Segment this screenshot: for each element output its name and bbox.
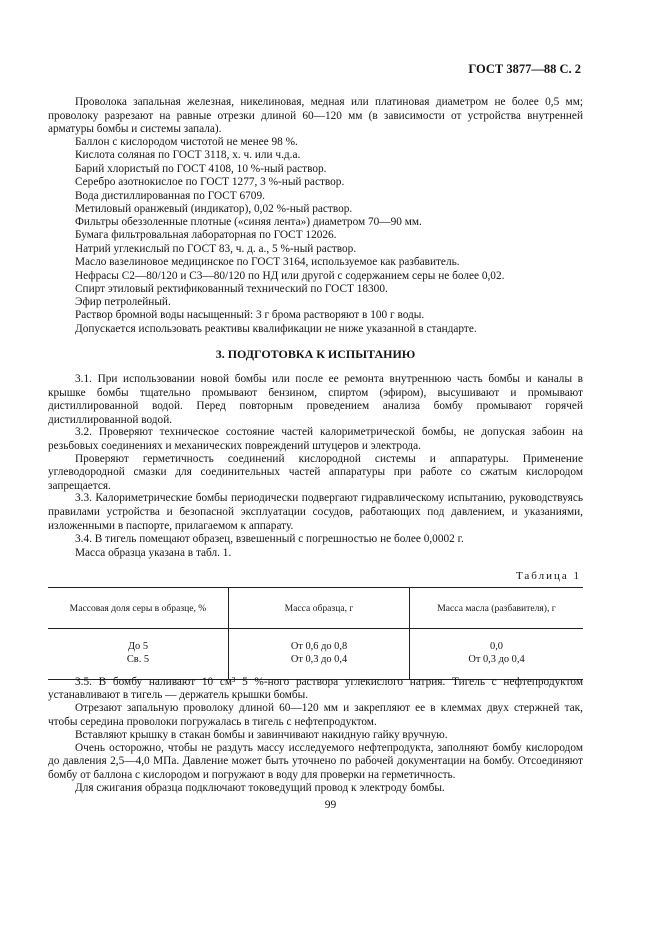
table-row [48, 629, 583, 654]
reagent-line: Спирт этиловый ректификованный технический по ГОСТ 18300. [75, 282, 388, 295]
table-cell: 0,0 [410, 629, 584, 654]
section-paragraph: Масса образца указана в табл. 1. [75, 546, 232, 559]
table-cell: Св. 5 [48, 653, 229, 680]
page-number: 99 [324, 799, 337, 812]
reagent-line: Натрий углекислый по ГОСТ 83, ч. д. а., 5 %-ный раствор. [75, 243, 357, 256]
reagent-line: Фильтры обеззоленные плотные («синяя лента») диаметром 70—90 мм. [75, 216, 422, 229]
reagent-line: Раствор бромной воды насыщенный: 3 г брома растворяют в 100 г воды. [75, 309, 425, 322]
reagent-line: Кислота соляная по ГОСТ 3118, х. ч. или ч.д.а. [75, 149, 301, 162]
section-paragraph: Очень осторожно, чтобы не раздуть массу исследуемого нефтепродукта, заполняют бомбу кислородом до давления 2,5—4,0 МПа. Давление может быть уточнено по рабочей документации на бомбу. Отсоединяют бомбу от баллона с кислородом и погружают в воду для проверки на герметичность. [48, 741, 583, 782]
reagent-line: Метиловый оранжевый (индикатор), 0,02 %-ный раствор. [75, 202, 353, 215]
table-cell: От 0,6 до 0,8 [229, 629, 410, 654]
table-header-cell: Массовая доля серы в образце, % [48, 588, 229, 629]
table-caption: Таблица 1 [515, 569, 581, 582]
reagent-line: Масло вазелиновое медицинское по ГОСТ 3164, используемое как разбавитель. [75, 255, 460, 268]
section-paragraph: Для сжигания образца подключают токоведущий провод к электроду бомбы. [75, 782, 445, 795]
reagent-line: Эфир петролейный. [75, 296, 171, 309]
table-header-row [48, 588, 583, 629]
section-heading: 3. ПОДГОТОВКА К ИСПЫТАНИЮ [215, 347, 416, 362]
table-header-cell: Масса образца, г [229, 588, 410, 629]
section-paragraph: Проверяют герметичность соединений кислородной системы и аппаратуры. Применение углеводородной смазки для соединительных частей аппаратуры при работе со сжатым кислородом запрещается. [48, 452, 583, 493]
reagent-paragraph: Проволока запальная железная, никелиновая, медная или платиновая диаметром не более 0,5 мм; проволоку разрезают на равные отрезки длиной 60—120 мм (в зависимости от устройства внутренней арматуры бомбы и системы запала). [48, 96, 583, 136]
table-cell: До 5 [127, 641, 149, 653]
reagent-line: Нефрасы С2—80/120 и С3—80/120 по НД или другой с содержанием серы не более 0,02. [75, 269, 505, 282]
page-header: ГОСТ 3877—88 С. 2 [468, 62, 581, 76]
section-paragraph: Вставляют крышку в стакан бомбы и завинчивают накидную гайку вручную. [75, 728, 448, 741]
section-paragraph: 3.1. При использовании новой бомбы или после ее ремонта внутреннюю часть бомбы и каналы в крышке бомбы тщательно промывают бензином, спиртом (эфиром), высушивают и промывают дистиллированной водой. Перед повторным проведением анализа бомбу промывают горячей дистиллированной водой. [48, 372, 583, 426]
reagent-line: Барий хлористый по ГОСТ 4108, 10 %-ный раствор. [75, 163, 327, 176]
section-paragraph: 3.4. В тигель помещают образец, взвешенный с погрешностью не более 0,0002 г. [75, 532, 464, 545]
table-cell: От 0,3 до 0,4 [229, 653, 410, 680]
table-cell: От 0,3 до 0,4 [410, 653, 584, 680]
section-paragraph: Отрезают запальную проволоку длиной 60—120 мм и закрепляют ее в клеммах двух стержней так, чтобы середина проволоки погружалась в тигель с нефтепродуктом. [48, 702, 583, 728]
reagent-line: Бумага фильтровальная лабораторная по ГОСТ 12026. [75, 229, 337, 242]
data-table [48, 587, 583, 680]
reagent-line: Баллон с кислородом чистотой не менее 98 %. [75, 136, 298, 149]
reagent-line: Серебро азотнокислое по ГОСТ 1277, 3 %-ный раствор. [75, 175, 345, 188]
section-paragraph: 3.3. Калориметрические бомбы периодически подвергают гидравлическому испытанию, руководствуясь правилами устройства и безопасной эксплуатации сосудов, работающих под давлением, и указаниями, изложенными в паспорте, прилагаемом к аппарату. [48, 492, 583, 532]
table-header-cell: Масса масла (разбавителя), г [410, 588, 584, 629]
section-paragraph: 3.2. Проверяют техническое состояние частей калориметрической бомбы, не допуская забоин на резьбовых соединениях и механических повреждений штуцеров и электрода. [48, 426, 583, 452]
reagent-line: Допускается использовать реактивы квалификации не ниже указанной в стандарте. [75, 323, 477, 336]
section-paragraph: 3.5. В бомбу наливают 10 см³ 5 %-ного раствора углекислого натрия. Тигель с нефтепродуктом устанавливают в тигель — держатель крышки бомбы. [48, 675, 583, 702]
reagent-line: Вода дистиллированная по ГОСТ 6709. [75, 189, 265, 202]
